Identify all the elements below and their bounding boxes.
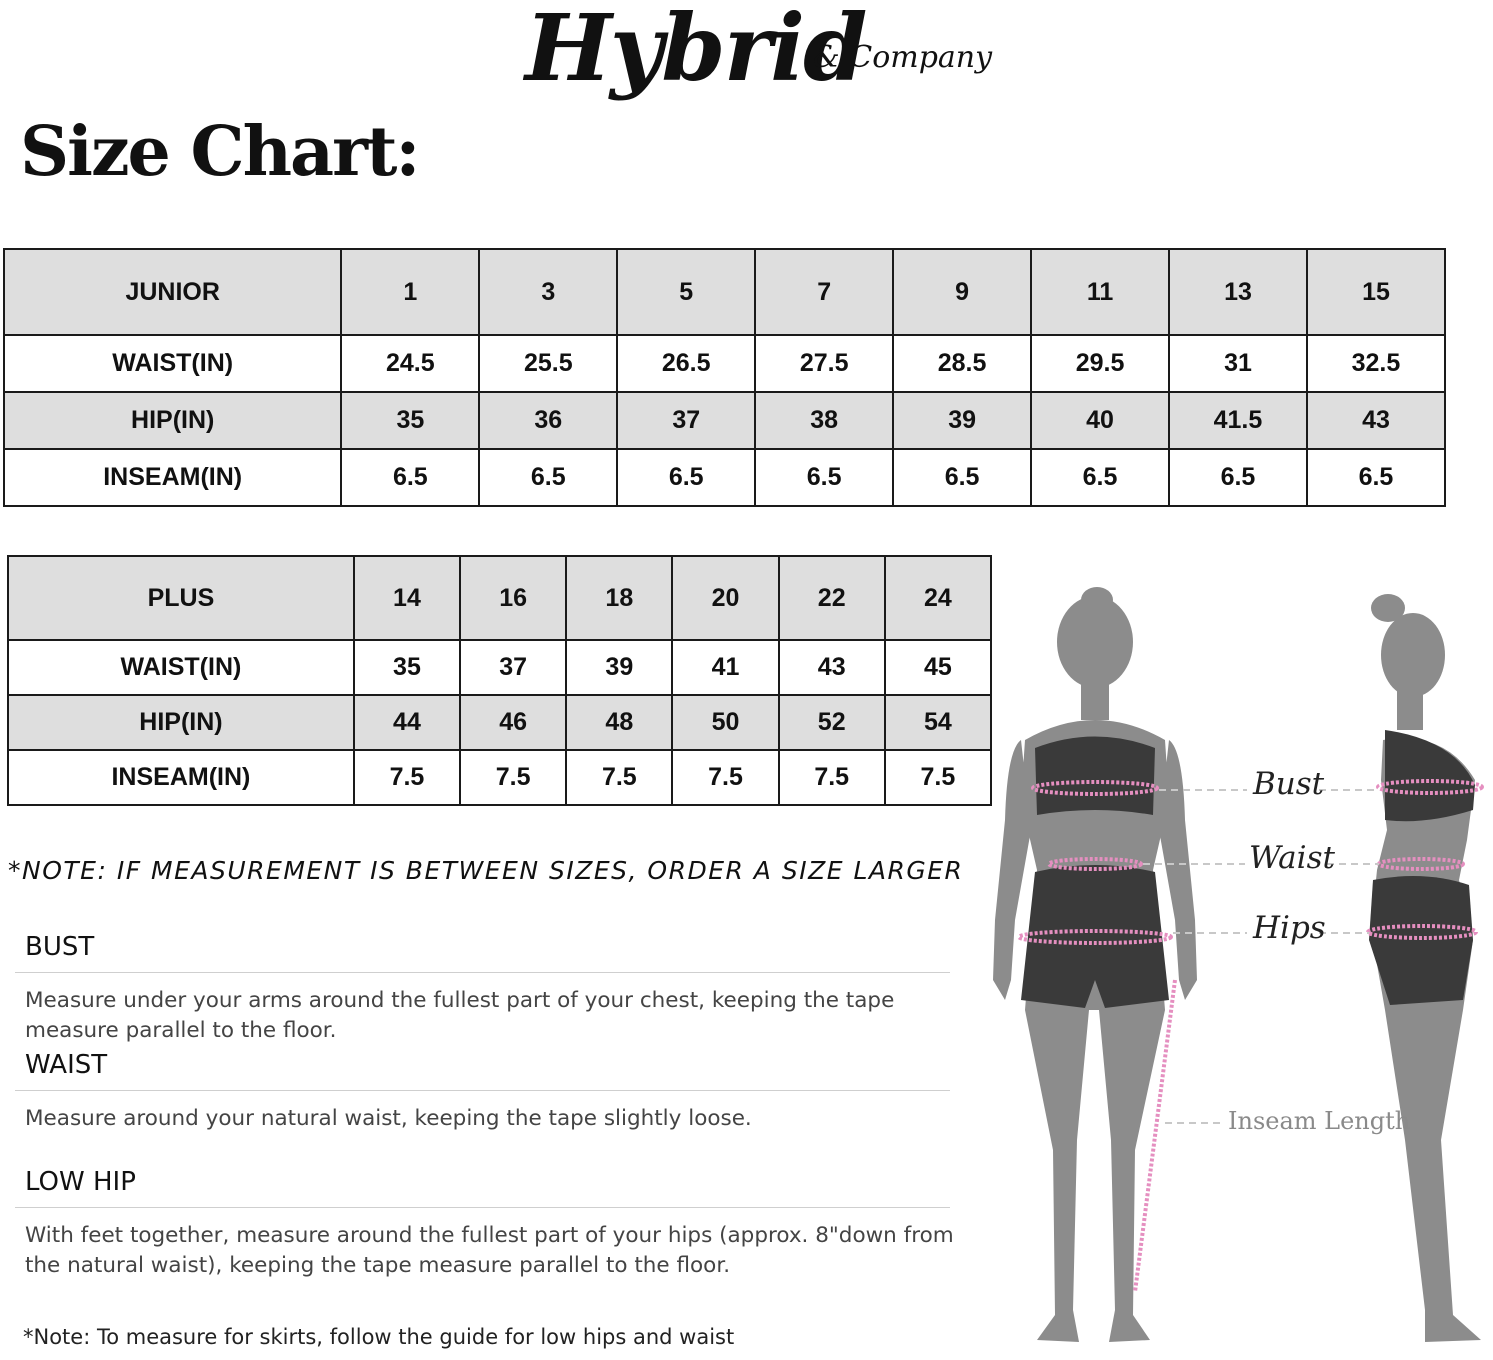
size-cell: 13 xyxy=(1169,249,1307,335)
table-cell: 43 xyxy=(779,640,885,695)
table-cell: 41 xyxy=(672,640,778,695)
table-cell: 7.5 xyxy=(885,750,991,805)
row-label: INSEAM(IN) xyxy=(4,449,341,506)
table-cell: 35 xyxy=(341,392,479,449)
table-cell: 27.5 xyxy=(755,335,893,392)
bust-heading: BUST xyxy=(25,932,95,962)
table-cell: 43 xyxy=(1307,392,1445,449)
table-header-row xyxy=(8,556,991,640)
low-hip-heading: LOW HIP xyxy=(25,1167,136,1197)
table-cell: 35 xyxy=(354,640,460,695)
low-hip-text: With feet together, measure around the fullest part of your hips (approx. 8"down from the natural waist), keeping the tape measure parallel to the floor. xyxy=(25,1223,954,1278)
table-cell: 7.5 xyxy=(779,750,885,805)
table-row xyxy=(8,750,991,805)
row-label: WAIST(IN) xyxy=(4,335,341,392)
size-cell: 20 xyxy=(672,556,778,640)
divider xyxy=(15,1090,950,1091)
table-row xyxy=(4,392,1445,449)
waist-figure-label: Waist xyxy=(1249,840,1335,876)
size-cell: 1 xyxy=(341,249,479,335)
brand-logo xyxy=(525,0,993,150)
table-cell: 26.5 xyxy=(617,335,755,392)
table-header-row xyxy=(4,249,1445,335)
row-label: WAIST(IN) xyxy=(8,640,354,695)
plus-header: PLUS xyxy=(8,556,354,640)
size-cell: 7 xyxy=(755,249,893,335)
inseam-figure-label: Inseam Length xyxy=(1228,1107,1411,1135)
table-row xyxy=(4,449,1445,506)
body-figure-illustration xyxy=(985,580,1493,1355)
size-cell: 3 xyxy=(479,249,617,335)
size-cell: 15 xyxy=(1307,249,1445,335)
table-cell: 6.5 xyxy=(617,449,755,506)
table-cell: 48 xyxy=(566,695,672,750)
size-note: *NOTE: IF MEASUREMENT IS BETWEEN SIZES, ORDER A SIZE LARGER xyxy=(8,856,964,885)
table-cell: 6.5 xyxy=(1031,449,1169,506)
brand-name: Hybrid xyxy=(525,0,866,102)
table-cell: 6.5 xyxy=(1169,449,1307,506)
table-cell: 44 xyxy=(354,695,460,750)
table-cell: 37 xyxy=(617,392,755,449)
table-cell: 38 xyxy=(755,392,893,449)
table-cell: 6.5 xyxy=(755,449,893,506)
skirt-footnote: *Note: To measure for skirts, follow the guide for low hips and waist xyxy=(23,1325,735,1349)
table-cell: 25.5 xyxy=(479,335,617,392)
table-cell: 7.5 xyxy=(672,750,778,805)
table-cell: 39 xyxy=(893,392,1031,449)
table-cell: 6.5 xyxy=(893,449,1031,506)
size-cell: 24 xyxy=(885,556,991,640)
table-cell: 36 xyxy=(479,392,617,449)
size-cell: 14 xyxy=(354,556,460,640)
table-cell: 6.5 xyxy=(341,449,479,506)
size-cell: 18 xyxy=(566,556,672,640)
bust-figure-label: Bust xyxy=(1253,766,1325,802)
table-cell: 28.5 xyxy=(893,335,1031,392)
hips-figure-label: Hips xyxy=(1253,910,1326,946)
size-cell: 22 xyxy=(779,556,885,640)
table-cell: 6.5 xyxy=(1307,449,1445,506)
table-row xyxy=(8,640,991,695)
table-cell: 37 xyxy=(460,640,566,695)
table-cell: 40 xyxy=(1031,392,1169,449)
bust-text: Measure under your arms around the fullest part of your chest, keeping the tape measure parallel to the floor. xyxy=(25,988,895,1043)
table-cell: 7.5 xyxy=(354,750,460,805)
brand-suffix: & Company xyxy=(813,40,993,75)
waist-text: Measure around your natural waist, keeping the tape slightly loose. xyxy=(25,1106,752,1131)
table-cell: 7.5 xyxy=(566,750,672,805)
junior-header: JUNIOR xyxy=(4,249,341,335)
row-label: HIP(IN) xyxy=(4,392,341,449)
table-cell: 39 xyxy=(566,640,672,695)
row-label: HIP(IN) xyxy=(8,695,354,750)
size-cell: 9 xyxy=(893,249,1031,335)
table-cell: 46 xyxy=(460,695,566,750)
table-cell: 41.5 xyxy=(1169,392,1307,449)
table-cell: 45 xyxy=(885,640,991,695)
table-cell: 52 xyxy=(779,695,885,750)
page-title: Size Chart: xyxy=(20,112,419,192)
table-cell: 6.5 xyxy=(479,449,617,506)
measurement-figures xyxy=(985,580,1493,1355)
size-cell: 5 xyxy=(617,249,755,335)
junior-size-table xyxy=(3,248,1446,507)
waist-heading: WAIST xyxy=(25,1050,108,1080)
table-cell: 24.5 xyxy=(341,335,479,392)
table-row xyxy=(8,695,991,750)
table-cell: 31 xyxy=(1169,335,1307,392)
table-cell: 50 xyxy=(672,695,778,750)
table-row xyxy=(4,335,1445,392)
size-cell: 11 xyxy=(1031,249,1169,335)
table-cell: 7.5 xyxy=(460,750,566,805)
table-cell: 54 xyxy=(885,695,991,750)
table-cell: 29.5 xyxy=(1031,335,1169,392)
row-label: INSEAM(IN) xyxy=(8,750,354,805)
table-cell: 32.5 xyxy=(1307,335,1445,392)
plus-size-table xyxy=(7,555,992,806)
divider xyxy=(15,1207,950,1208)
size-cell: 16 xyxy=(460,556,566,640)
divider xyxy=(15,972,950,973)
